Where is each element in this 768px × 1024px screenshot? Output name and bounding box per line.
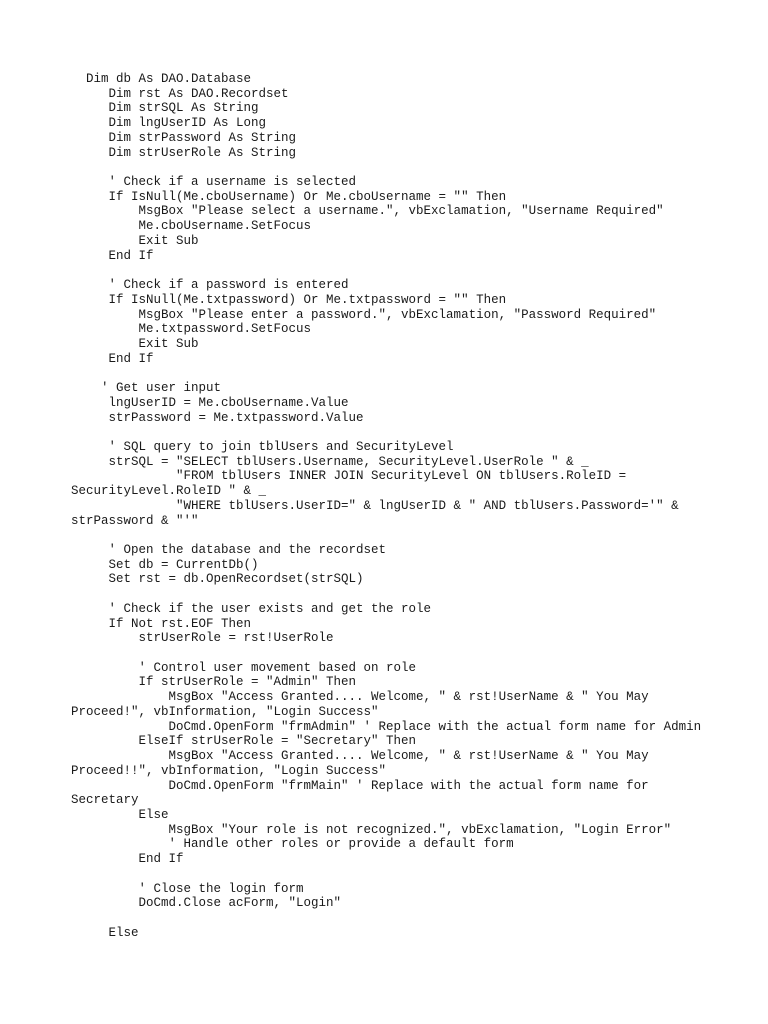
code-line: "FROM tblUsers INNER JOIN SecurityLevel ON tblUsers.RoleID = <box>71 469 627 484</box>
code-line: ' Check if a username is selected <box>71 175 357 190</box>
code-line: ' Check if a password is entered <box>71 278 349 293</box>
code-line <box>71 160 731 175</box>
code-line: MsgBox "Please select a username.", vbExclamation, "Username Required" <box>71 204 664 219</box>
code-line: Proceed!", vbInformation, "Login Success" <box>71 704 379 719</box>
code-line: Proceed!!", vbInformation, "Login Success" <box>71 763 387 778</box>
code-line: ' Control user movement based on role <box>71 660 417 675</box>
code-line: Dim db As DAO.Database <box>71 72 252 86</box>
code-line: ' Check if the user exists and get the role <box>71 601 432 616</box>
code-line: lngUserID = Me.cboUsername.Value <box>71 395 349 410</box>
code-line: Dim rst As DAO.Recordset <box>71 86 289 101</box>
code-line: "WHERE tblUsers.UserID=" & lngUserID & " AND tblUsers.Password='" & <box>71 498 679 513</box>
code-line: strSQL = "SELECT tblUsers.Username, SecurityLevel.UserRole " & _ <box>71 454 589 469</box>
code-line: Me.cboUsername.SetFocus <box>71 219 312 234</box>
code-line: End If <box>71 351 154 366</box>
code-line: SecurityLevel.RoleID " & _ <box>71 484 267 499</box>
code-line <box>71 528 731 543</box>
code-line: End If <box>71 248 154 263</box>
code-line: Dim strSQL As String <box>71 101 259 116</box>
code-line: Me.txtpassword.SetFocus <box>71 322 312 337</box>
code-line: strUserRole = rst!UserRole <box>71 631 334 646</box>
code-line: MsgBox "Access Granted.... Welcome, " & rst!UserName & " You May <box>71 690 649 705</box>
code-line: strPassword & "'" <box>71 513 199 528</box>
code-line: If IsNull(Me.txtpassword) Or Me.txtpassword = "" Then <box>71 292 507 307</box>
code-line: MsgBox "Your role is not recognized.", vbExclamation, "Login Error" <box>71 822 672 837</box>
code-line: Exit Sub <box>71 233 199 248</box>
code-line: ' Get user input <box>71 381 222 396</box>
code-line: Dim lngUserID As Long <box>71 116 267 131</box>
code-line <box>71 911 731 926</box>
code-line: If IsNull(Me.cboUsername) Or Me.cboUsername = "" Then <box>71 189 507 204</box>
code-line: If Not rst.EOF Then <box>71 616 252 631</box>
code-line: Exit Sub <box>71 336 199 351</box>
code-line <box>71 867 731 882</box>
code-line: Set rst = db.OpenRecordset(strSQL) <box>71 572 364 587</box>
code-line: Dim strUserRole As String <box>71 145 297 160</box>
code-line: DoCmd.OpenForm "frmAdmin" ' Replace with the actual form name for Admin <box>71 719 702 734</box>
code-line: If strUserRole = "Admin" Then <box>71 675 357 690</box>
code-line: DoCmd.OpenForm "frmMain" ' Replace with the actual form name for <box>71 778 649 793</box>
code-line: Secretary <box>71 793 139 808</box>
code-line <box>71 263 731 278</box>
code-line <box>71 646 731 661</box>
code-line: ' Open the database and the recordset <box>71 543 387 557</box>
code-line: Else <box>71 925 139 940</box>
code-document <box>71 72 731 940</box>
code-line <box>71 425 731 440</box>
code-line: strPassword = Me.txtpassword.Value <box>71 410 364 425</box>
code-line: End If <box>71 852 184 867</box>
code-line: Else <box>71 807 169 822</box>
code-line: ' Close the login form <box>71 881 304 896</box>
code-line: MsgBox "Access Granted.... Welcome, " & rst!UserName & " You May <box>71 749 649 764</box>
code-line: MsgBox "Please enter a password.", vbExclamation, "Password Required" <box>71 307 657 322</box>
code-line: ' SQL query to join tblUsers and SecurityLevel <box>71 439 454 454</box>
code-line: Dim strPassword As String <box>71 130 297 145</box>
code-line: ' Handle other roles or provide a default form <box>71 837 514 852</box>
code-line: DoCmd.Close acForm, "Login" <box>71 896 342 911</box>
code-line: Set db = CurrentDb() <box>71 557 259 572</box>
code-line <box>71 587 731 602</box>
code-line <box>71 366 731 381</box>
code-line: ElseIf strUserRole = "Secretary" Then <box>71 734 417 749</box>
